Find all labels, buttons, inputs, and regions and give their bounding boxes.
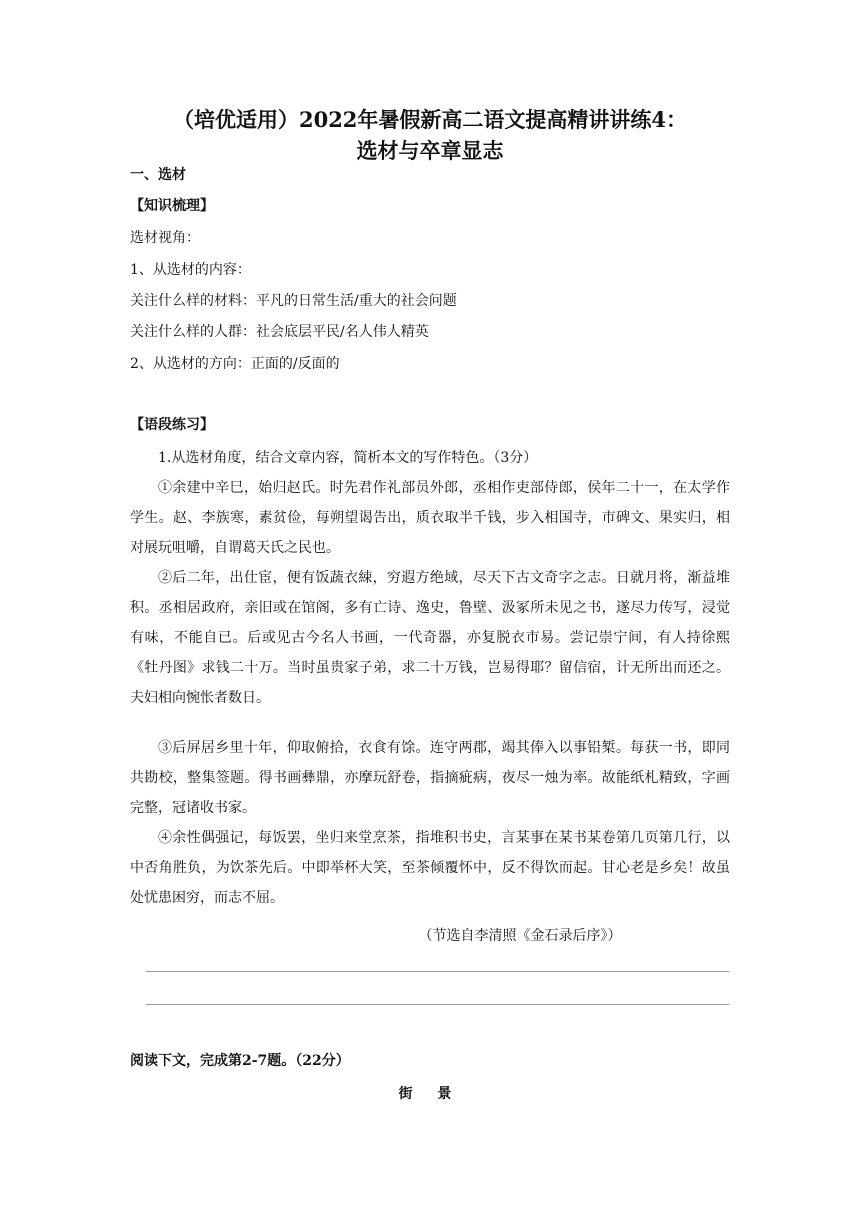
next-article-title: 街 景 (398, 1086, 462, 1102)
angle-label: 选材视角： (130, 230, 200, 246)
paragraph-1: ①余建中辛巳，始归赵氏。时先君作礼部员外郎，丞相作吏部侍郎，侯年二十一，在太学作学生。赵、李族寒，素贫俭，每朔望谒告出，质衣取半千钱，步入相国寺，市碑文、果实归，相对展玩咀嚼，自谓葛天氏之民也。 (130, 480, 730, 556)
paragraph-3: ③后屏居乡里十年，仰取俯拾，衣食有馀。连守两郡，竭其俸入以事铅椠。每获一书，即同共勘校，整集签题。得书画彝鼎，亦摩玩舒卷，指摘疵病，夜尽一烛为率。故能纸札精致，字画完整，冠诸收书家。 (130, 740, 730, 816)
answer-line-1 (146, 971, 729, 972)
source-citation: （节选自李清照《金石录后序》） (418, 928, 622, 944)
item1b: 关注什么样的人群：社会底层平民/名人伟人精英 (130, 324, 429, 340)
knowledge-label: 【知识梳理】 (130, 198, 214, 214)
practice-label: 【语段练习】 (130, 417, 214, 433)
paragraph-2: ②后二年，出仕宦，便有饭蔬衣綀，穷遐方绝域，尽天下古文奇字之志。日就月将，渐益堆积。丞相居政府，亲旧或在馆阁，多有亡诗、逸史，鲁壁、汲冢所未见之书，遂尽力传写，浸觉有味，不能自已。后或见古今名人书画，一代奇器，亦复脱衣市易。尝记崇宁间，有人持徐熙《牡丹图》求钱二十万。当时虽贵家子弟，求二十万钱，岂易得耶？留信宿，计无所出而还之。夫妇相向惋怅者数日。 (130, 570, 730, 706)
paragraph-4: ④余性偶强记，每饭罢，坐归来堂烹茶，指堆积书史，言某事在某书某卷第几页第几行，以中否角胜负，为饮茶先后。中即举杯大笑，至茶倾覆怀中，反不得饮而起。甘心老是乡矣！故虽处忧患困穷，而志不屈。 (130, 830, 730, 906)
item1a: 关注什么样的材料：平凡的日常生活/重大的社会问题 (130, 293, 457, 309)
question1: 1.从选材角度，结合文章内容，简析本文的写作特色。（3分） (158, 450, 538, 466)
item1: 1、从选材的内容： (130, 262, 251, 278)
doc-title-line1: （培优适用）2022年暑假新高二语文提高精讲讲练4： (172, 107, 688, 132)
section1-heading: 一、选材 (130, 167, 186, 183)
reading-prompt: 阅读下文，完成第2-7题。（22分） (130, 1053, 350, 1069)
doc-title-line2: 选材与卒章显志 (356, 138, 504, 163)
item2: 2、从选材的方向：正面的/反面的 (130, 356, 340, 372)
answer-line-2 (146, 1004, 729, 1005)
